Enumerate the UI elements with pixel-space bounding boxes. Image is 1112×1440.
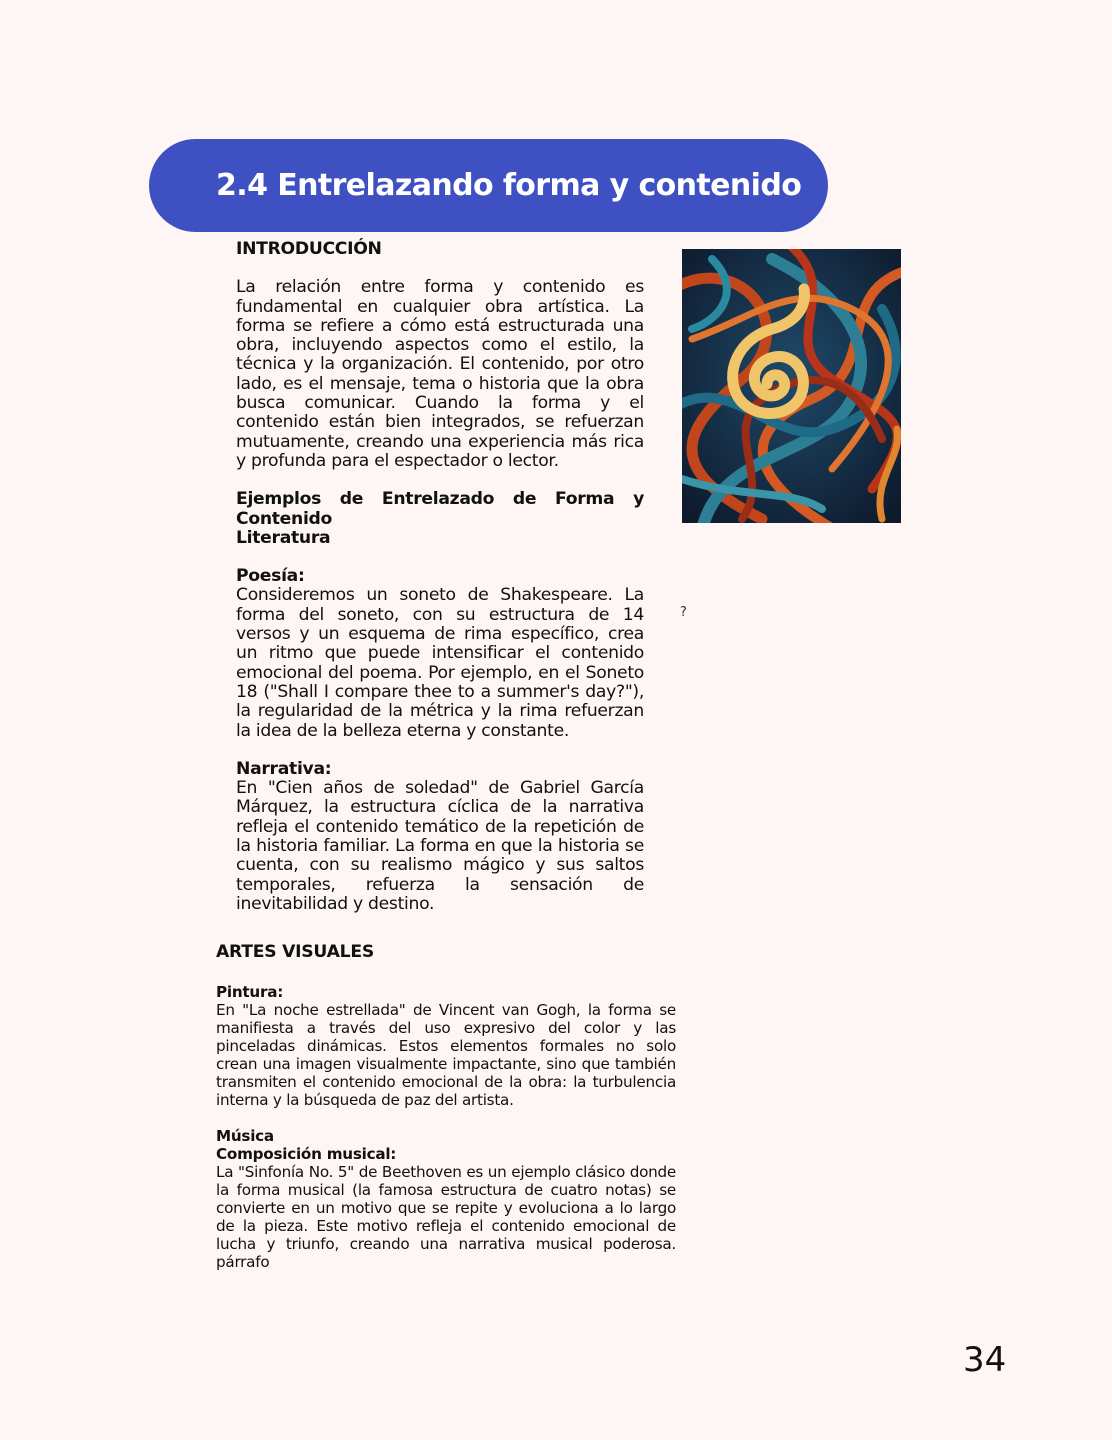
composition-label: Composición musical:: [216, 1145, 397, 1163]
page-number: 34: [963, 1340, 1007, 1380]
main-column: [236, 240, 644, 914]
narrative-paragraph: En "Cien años de soledad" de Gabriel García Márquez, la estructura cíclica de la narrativa refleja el contenido temático de la repetición de la historia familiar. La forma en que la historia se cuenta, con su realismo mágico y sus saltos temporales, refuerza la sensación de inevitabilidad y destino.: [236, 778, 644, 914]
section-title-banner: [149, 139, 828, 232]
question-marker: ?: [680, 605, 687, 620]
abstract-swirl-painting-image: [682, 249, 901, 523]
secondary-column: [216, 943, 676, 1271]
intro-paragraph: La relación entre forma y contenido es fundamental en cualquier obra artística. La forma se refiere a cómo está estructurada una obra, incluyendo aspectos como el estilo, la técnica y la organización. El contenido, por otro lado, es el mensaje, tema o historia que la obra busca comunicar. Cuando la forma y el contenido están bien integrados, se refuerzan mutuamente, creando una experiencia más rica y profunda para el espectador o lector.: [236, 277, 644, 471]
literature-subheading: Literatura: [236, 527, 331, 548]
intro-heading: INTRODUCCIÓN: [236, 239, 382, 259]
painting-label: Pintura:: [216, 983, 284, 1001]
section-title: 2.4 Entrelazando forma y contenido: [216, 168, 802, 203]
narrative-label: Narrativa:: [236, 758, 332, 779]
poetry-paragraph: Consideremos un soneto de Shakespeare. La forma del soneto, con su estructura de 14 versos y un esquema de rima específico, crea un ritmo que puede intensificar el contenido emocional del poema. Por ejemplo, en el Soneto 18 ("Shall I compare thee to a summer's day?"), la regularidad de la métrica y la rima refuerzan la idea de la belleza eterna y constante.: [236, 585, 644, 741]
examples-heading: Ejemplos de Entrelazado de Forma y Contenido: [236, 489, 644, 529]
composition-paragraph: La "Sinfonía No. 5" de Beethoven es un ejemplo clásico donde la forma musical (la famosa estructura de cuatro notas) se convierte en un motivo que se repite y evoluciona a lo largo de la pieza. Este motivo refleja el contenido emocional de lucha y triunfo, creando una narrativa musical poderosa. párrafo: [216, 1163, 676, 1271]
painting-paragraph: En "La noche estrellada" de Vincent van Gogh, la forma se manifiesta a través del uso expresivo del color y las pinceladas dinámicas. Estos elementos formales no solo crean una imagen visualmente impactante, sino que también transmiten el contenido emocional de la obra: la turbulencia interna y la búsqueda de paz del artista.: [216, 1001, 676, 1109]
poetry-label: Poesía:: [236, 566, 305, 587]
music-heading: Música: [216, 1127, 274, 1145]
visual-arts-heading: ARTES VISUALES: [216, 942, 374, 962]
